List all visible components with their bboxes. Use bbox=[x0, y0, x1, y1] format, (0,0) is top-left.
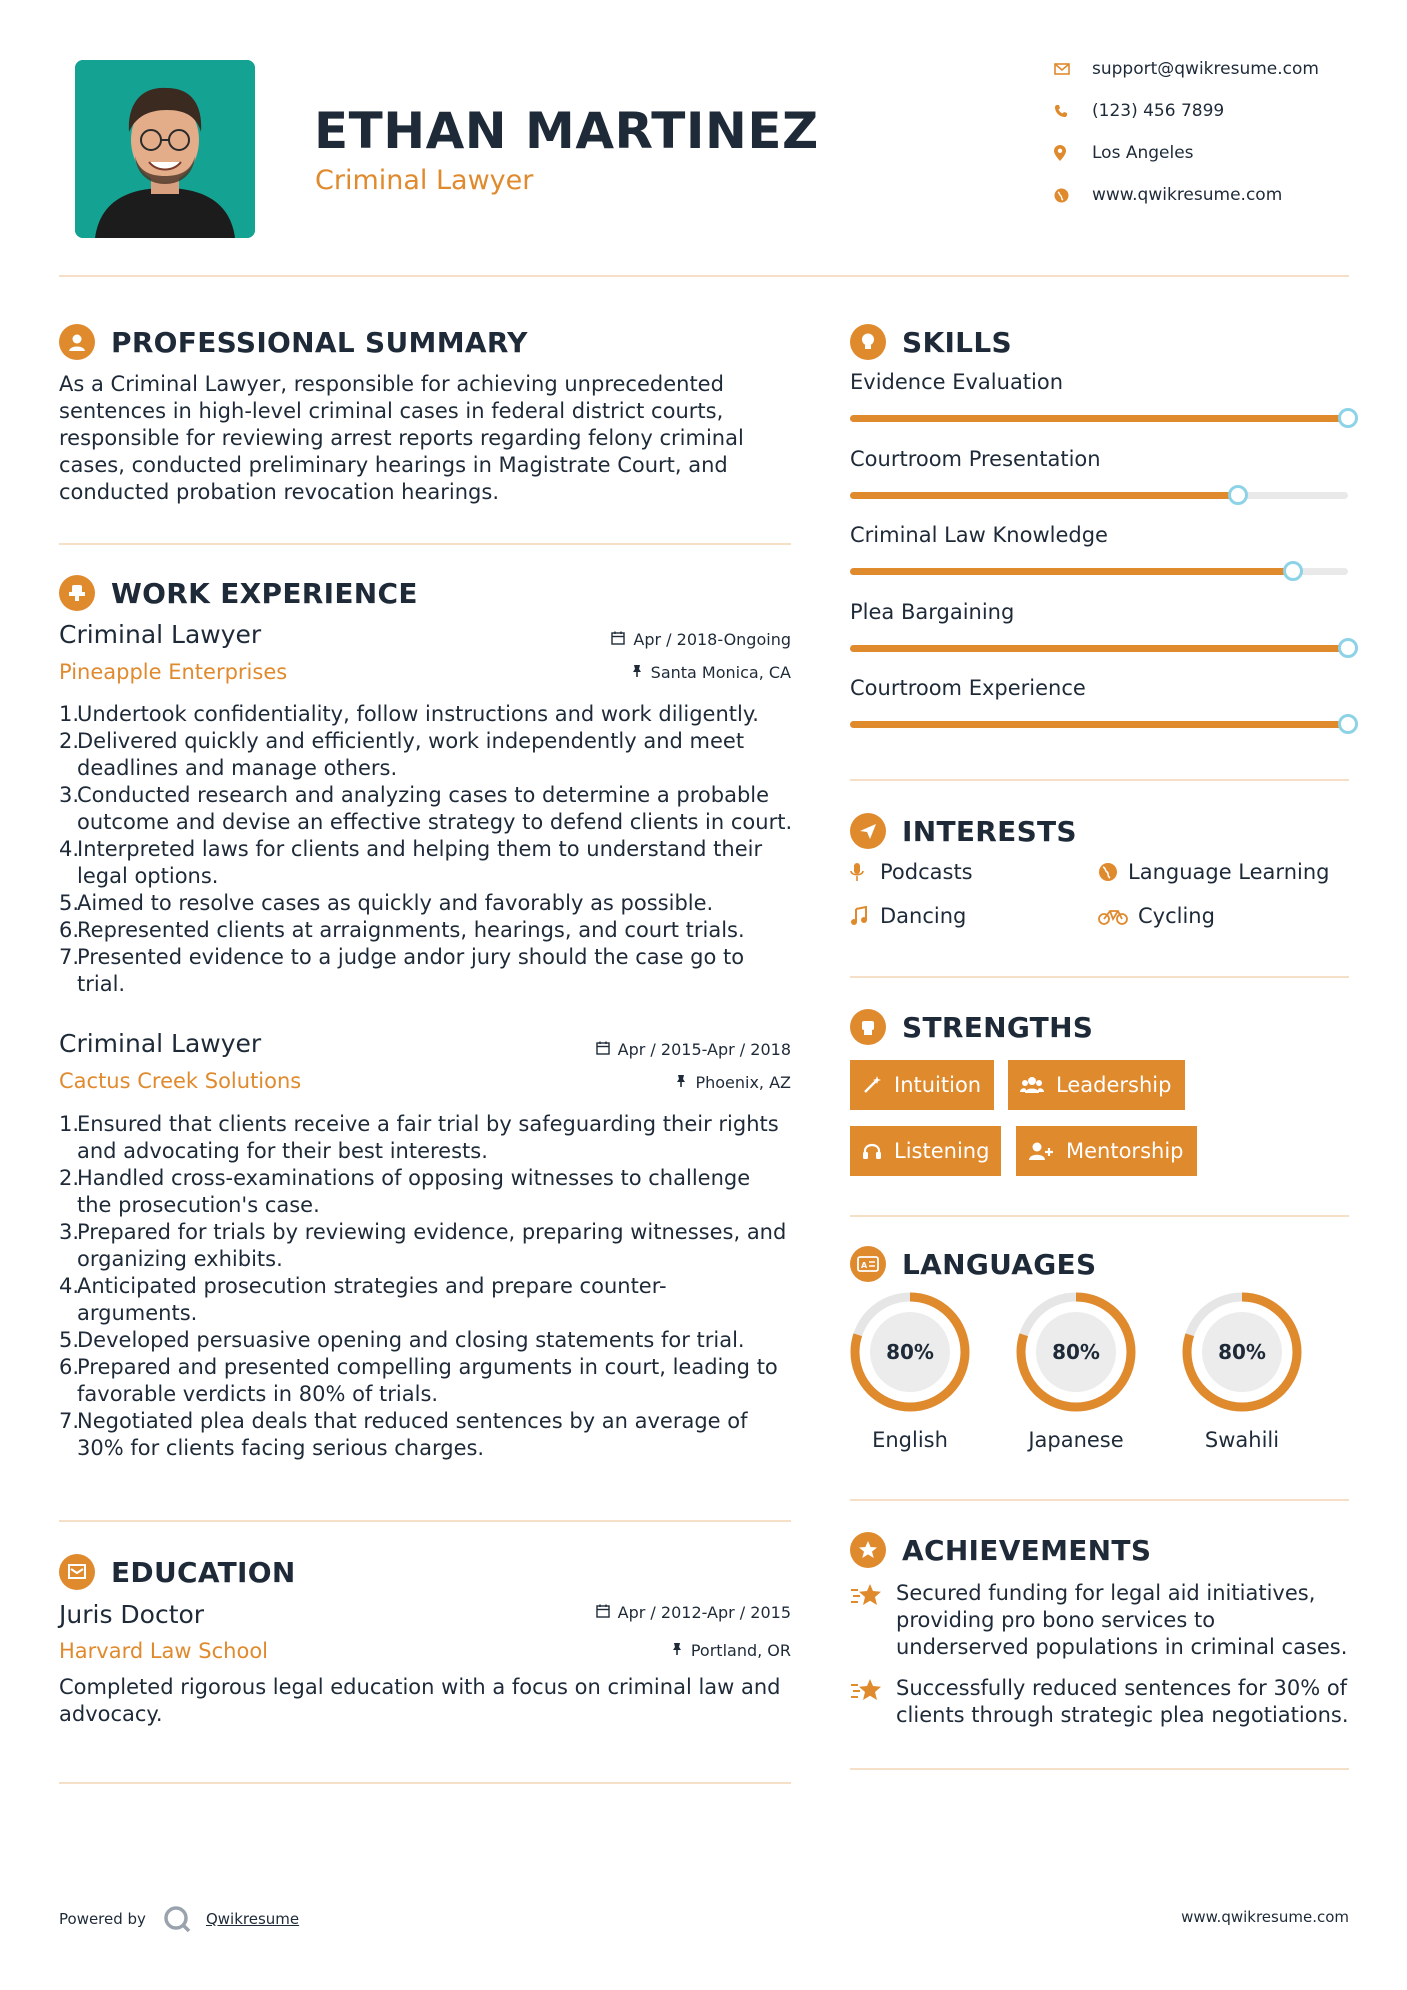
candidate-name: ETHAN MARTINEZ bbox=[314, 102, 819, 160]
achievements-heading bbox=[850, 1530, 1151, 1570]
work-divider bbox=[59, 1520, 791, 1522]
paper-plane-icon bbox=[850, 813, 886, 849]
skill-name: Criminal Law Knowledge bbox=[850, 523, 1108, 547]
skill-bar-track bbox=[850, 415, 1348, 422]
list-item: 1. Ensured that clients receive a fair trial by safeguarding their rights and advocating for their best interests. bbox=[59, 1112, 779, 1163]
contact-location bbox=[1054, 140, 1354, 166]
pushpin-icon bbox=[671, 1641, 683, 1660]
calendar-icon bbox=[596, 1040, 610, 1059]
interests-heading bbox=[850, 811, 1077, 851]
strength-listening: Listening bbox=[850, 1126, 1001, 1176]
headphones-icon bbox=[862, 1141, 882, 1161]
profile-photo bbox=[75, 60, 255, 238]
list-item: 5. Aimed to resolve cases as quickly and favorably as possible. bbox=[59, 891, 714, 915]
music-note-icon bbox=[850, 906, 880, 926]
contact-website-text: www.qwikresume.com bbox=[1092, 185, 1283, 205]
powered-by-label: Powered by bbox=[59, 1910, 146, 1928]
achievement-item: Secured funding for legal aid initiatives, providing pro bono services to underserved populations in criminal cases. bbox=[850, 1580, 1350, 1661]
language-ring bbox=[848, 1290, 972, 1414]
work-heading bbox=[59, 573, 418, 613]
strength-intuition: Intuition bbox=[850, 1060, 994, 1110]
job-1-title: Criminal Lawyer bbox=[59, 620, 262, 649]
skill-item bbox=[850, 447, 1348, 471]
languages-heading bbox=[850, 1244, 1096, 1284]
skills-divider bbox=[850, 779, 1349, 781]
bicycle-icon bbox=[1098, 907, 1138, 925]
user-plus-icon bbox=[1028, 1141, 1054, 1161]
phone-icon bbox=[1054, 104, 1092, 118]
skills-title: SKILLS bbox=[902, 325, 1012, 359]
summary-text bbox=[59, 371, 799, 506]
skill-bar-track bbox=[850, 568, 1348, 575]
list-item: 6. Prepared and presented compelling arguments in court, leading to favorable verdicts in 80% of trials. bbox=[59, 1355, 778, 1406]
list-item: 6. Represented clients at arraignments, hearings, and court trials. bbox=[59, 918, 745, 942]
skill-name: Courtroom Presentation bbox=[850, 446, 1101, 471]
footer-powered-by bbox=[59, 1904, 299, 1934]
interests-divider bbox=[850, 976, 1349, 978]
education-dates-text: Apr / 2012-Apr / 2015 bbox=[617, 1603, 791, 1622]
job-2-bullets bbox=[59, 1111, 799, 1462]
qwikresume-link[interactable]: Qwikresume bbox=[205, 1910, 300, 1928]
lightbulb-icon bbox=[850, 324, 886, 360]
fist-icon bbox=[850, 1009, 886, 1045]
header-divider bbox=[59, 275, 1349, 277]
education-description: Completed rigorous legal education with a focus on criminal law and advocacy. bbox=[59, 1675, 781, 1726]
list-item: 4. Anticipated prosecution strategies and prepare counter- arguments. bbox=[59, 1274, 667, 1325]
globe-icon bbox=[1054, 188, 1092, 203]
skill-item bbox=[850, 600, 1348, 624]
strengths-divider bbox=[850, 1215, 1349, 1217]
summary-line: As a Criminal Lawyer, responsible for achieving unprecedented bbox=[59, 372, 724, 396]
star-icon bbox=[850, 1580, 896, 1661]
language-percent: 80% bbox=[886, 1340, 934, 1364]
graduation-icon bbox=[59, 1554, 95, 1590]
language-ring bbox=[1014, 1290, 1138, 1414]
languages-divider bbox=[850, 1499, 1349, 1501]
skill-bar-track bbox=[850, 492, 1348, 499]
star-badge-icon bbox=[850, 1532, 886, 1568]
job-1-company: Pineapple Enterprises bbox=[59, 660, 288, 684]
skill-bar-fill bbox=[850, 415, 1348, 422]
interest-cycling: Cycling bbox=[1098, 904, 1215, 928]
calendar-icon bbox=[596, 1603, 610, 1622]
map-pin-icon bbox=[1054, 145, 1092, 161]
education-title: EDUCATION bbox=[111, 1555, 296, 1589]
skill-item bbox=[850, 370, 1348, 394]
skill-item bbox=[850, 523, 1348, 547]
strength-mentorship: Mentorship bbox=[1016, 1126, 1197, 1176]
skill-bar-fill bbox=[850, 721, 1348, 728]
job-1-location-text: Santa Monica, CA bbox=[650, 663, 791, 682]
skill-level-knob bbox=[1228, 485, 1248, 505]
skill-bar-track bbox=[850, 645, 1348, 652]
language-name: Japanese bbox=[1028, 1428, 1124, 1452]
contact-phone-text: (123) 456 7899 bbox=[1092, 101, 1225, 121]
job-2-title: Criminal Lawyer bbox=[59, 1029, 262, 1058]
interest-language-learning: Language Learning bbox=[1098, 860, 1329, 884]
language-ring bbox=[1180, 1290, 1304, 1414]
skill-name: Plea Bargaining bbox=[850, 599, 1015, 624]
skill-name: Courtroom Experience bbox=[850, 676, 1086, 700]
strengths-heading bbox=[850, 1007, 1093, 1047]
skill-item bbox=[850, 676, 1348, 700]
language-name: Swahili bbox=[1204, 1428, 1280, 1452]
svg-text:A: A bbox=[861, 1261, 868, 1270]
education-heading bbox=[59, 1552, 296, 1592]
job-2-company: Cactus Creek Solutions bbox=[59, 1069, 302, 1093]
skills-heading bbox=[850, 322, 1012, 362]
list-item: 3. Prepared for trials by reviewing evidence, preparing witnesses, and organizing exhibits. bbox=[59, 1220, 787, 1271]
user-icon bbox=[59, 324, 95, 360]
list-item: 7. Negotiated plea deals that reduced sentences by an average of 30% for clients facing serious charges. bbox=[59, 1409, 748, 1460]
achievements-title: ACHIEVEMENTS bbox=[902, 1533, 1152, 1567]
education-school: Harvard Law School bbox=[59, 1639, 268, 1663]
achievement-item: Successfully reduced sentences for 30% of clients through strategic plea negotiations. bbox=[850, 1675, 1350, 1729]
language-name: English bbox=[872, 1428, 948, 1452]
skill-bar-fill bbox=[850, 645, 1348, 652]
calendar-icon bbox=[611, 630, 625, 649]
microphone-icon bbox=[850, 862, 880, 882]
pushpin-icon bbox=[675, 1073, 687, 1092]
contact-phone[interactable] bbox=[1054, 98, 1354, 124]
skill-level-knob bbox=[1283, 561, 1303, 581]
education-dates bbox=[491, 1603, 791, 1622]
language-percent: 80% bbox=[1218, 1340, 1266, 1364]
skill-name: Evidence Evaluation bbox=[850, 370, 1064, 394]
language-item bbox=[1014, 1290, 1138, 1452]
language-card-icon bbox=[850, 1246, 886, 1282]
education-divider bbox=[59, 1782, 791, 1784]
work-title: WORK EXPERIENCE bbox=[111, 576, 418, 610]
globe-icon bbox=[1098, 862, 1128, 882]
briefcase-icon bbox=[59, 575, 95, 611]
job-2-location-text: Phoenix, AZ bbox=[695, 1073, 791, 1092]
skill-bar-fill bbox=[850, 568, 1293, 575]
languages-title: LANGUAGES bbox=[902, 1247, 1097, 1281]
skill-level-knob bbox=[1338, 714, 1358, 734]
list-item: 5. Developed persuasive opening and closing statements for trial. bbox=[59, 1328, 745, 1352]
list-item: 3. Conducted research and analyzing cases to determine a probable outcome and devise an effective strategy to defend clients in court. bbox=[59, 783, 793, 834]
star-icon bbox=[850, 1675, 896, 1729]
summary-line: responsible for reviewing arrest reports regarding felony criminal bbox=[59, 426, 744, 450]
list-item: 2. Delivered quickly and efficiently, work independently and meet deadlines and manage others. bbox=[59, 729, 745, 780]
interest-dancing: Dancing bbox=[850, 904, 966, 928]
strengths-title: STRENGTHS bbox=[902, 1010, 1094, 1044]
job-2-dates bbox=[491, 1040, 791, 1059]
list-item: 4. Interpreted laws for clients and helping them to understand their legal options. bbox=[59, 837, 763, 888]
language-percent: 80% bbox=[1052, 1340, 1100, 1364]
job-2-location bbox=[491, 1073, 791, 1092]
job-1-bullets bbox=[59, 701, 799, 998]
language-item bbox=[1180, 1290, 1304, 1452]
skill-level-knob bbox=[1338, 638, 1358, 658]
job-1-location bbox=[491, 663, 791, 682]
list-item: 2. Handled cross-examinations of opposing witnesses to challenge the prosecution's case. bbox=[59, 1166, 751, 1217]
summary-title: PROFESSIONAL SUMMARY bbox=[111, 325, 528, 359]
candidate-role: Criminal Lawyer bbox=[315, 165, 534, 196]
job-2-dates-text: Apr / 2015-Apr / 2018 bbox=[617, 1040, 791, 1059]
qwikresume-logo-icon bbox=[162, 1904, 192, 1934]
language-item bbox=[848, 1290, 972, 1452]
education-location bbox=[491, 1641, 791, 1660]
skill-bar-fill bbox=[850, 492, 1238, 499]
strength-leadership: Leadership bbox=[1008, 1060, 1185, 1110]
interests-title: INTERESTS bbox=[902, 814, 1077, 848]
envelope-icon bbox=[1054, 63, 1092, 75]
footer-url[interactable]: www.qwikresume.com bbox=[1181, 1908, 1349, 1926]
job-1-dates-text: Apr / 2018-Ongoing bbox=[633, 630, 791, 649]
job-1-dates bbox=[491, 630, 791, 649]
contact-location-text: Los Angeles bbox=[1092, 143, 1194, 163]
magic-wand-icon bbox=[862, 1075, 882, 1095]
contact-email-text: support@qwikresume.com bbox=[1092, 59, 1319, 79]
users-icon bbox=[1020, 1075, 1044, 1095]
contact-email[interactable] bbox=[1054, 56, 1354, 82]
education-degree: Juris Doctor bbox=[59, 1600, 205, 1629]
languages-list bbox=[848, 1290, 1348, 1460]
skills-list bbox=[850, 370, 1350, 740]
skill-level-knob bbox=[1338, 408, 1358, 428]
summary-line: cases, conducted preliminary hearings in Magistrate Court, and bbox=[59, 453, 728, 477]
summary-line: conducted probation revocation hearings. bbox=[59, 480, 500, 504]
summary-divider bbox=[59, 543, 791, 545]
education-location-text: Portland, OR bbox=[690, 1641, 791, 1660]
list-item: 7. Presented evidence to a judge andor jury should the case go to trial. bbox=[59, 945, 745, 996]
summary-heading bbox=[59, 322, 528, 362]
interest-podcasts: Podcasts bbox=[850, 860, 973, 884]
list-item: 1. Undertook confidentiality, follow instructions and work diligently. bbox=[59, 702, 759, 726]
achievements-divider bbox=[850, 1768, 1349, 1770]
pushpin-icon bbox=[631, 663, 643, 682]
summary-line: sentences in high-level criminal cases in federal district courts, bbox=[59, 399, 724, 423]
contact-website[interactable] bbox=[1054, 182, 1354, 208]
skill-bar-track bbox=[850, 721, 1348, 728]
